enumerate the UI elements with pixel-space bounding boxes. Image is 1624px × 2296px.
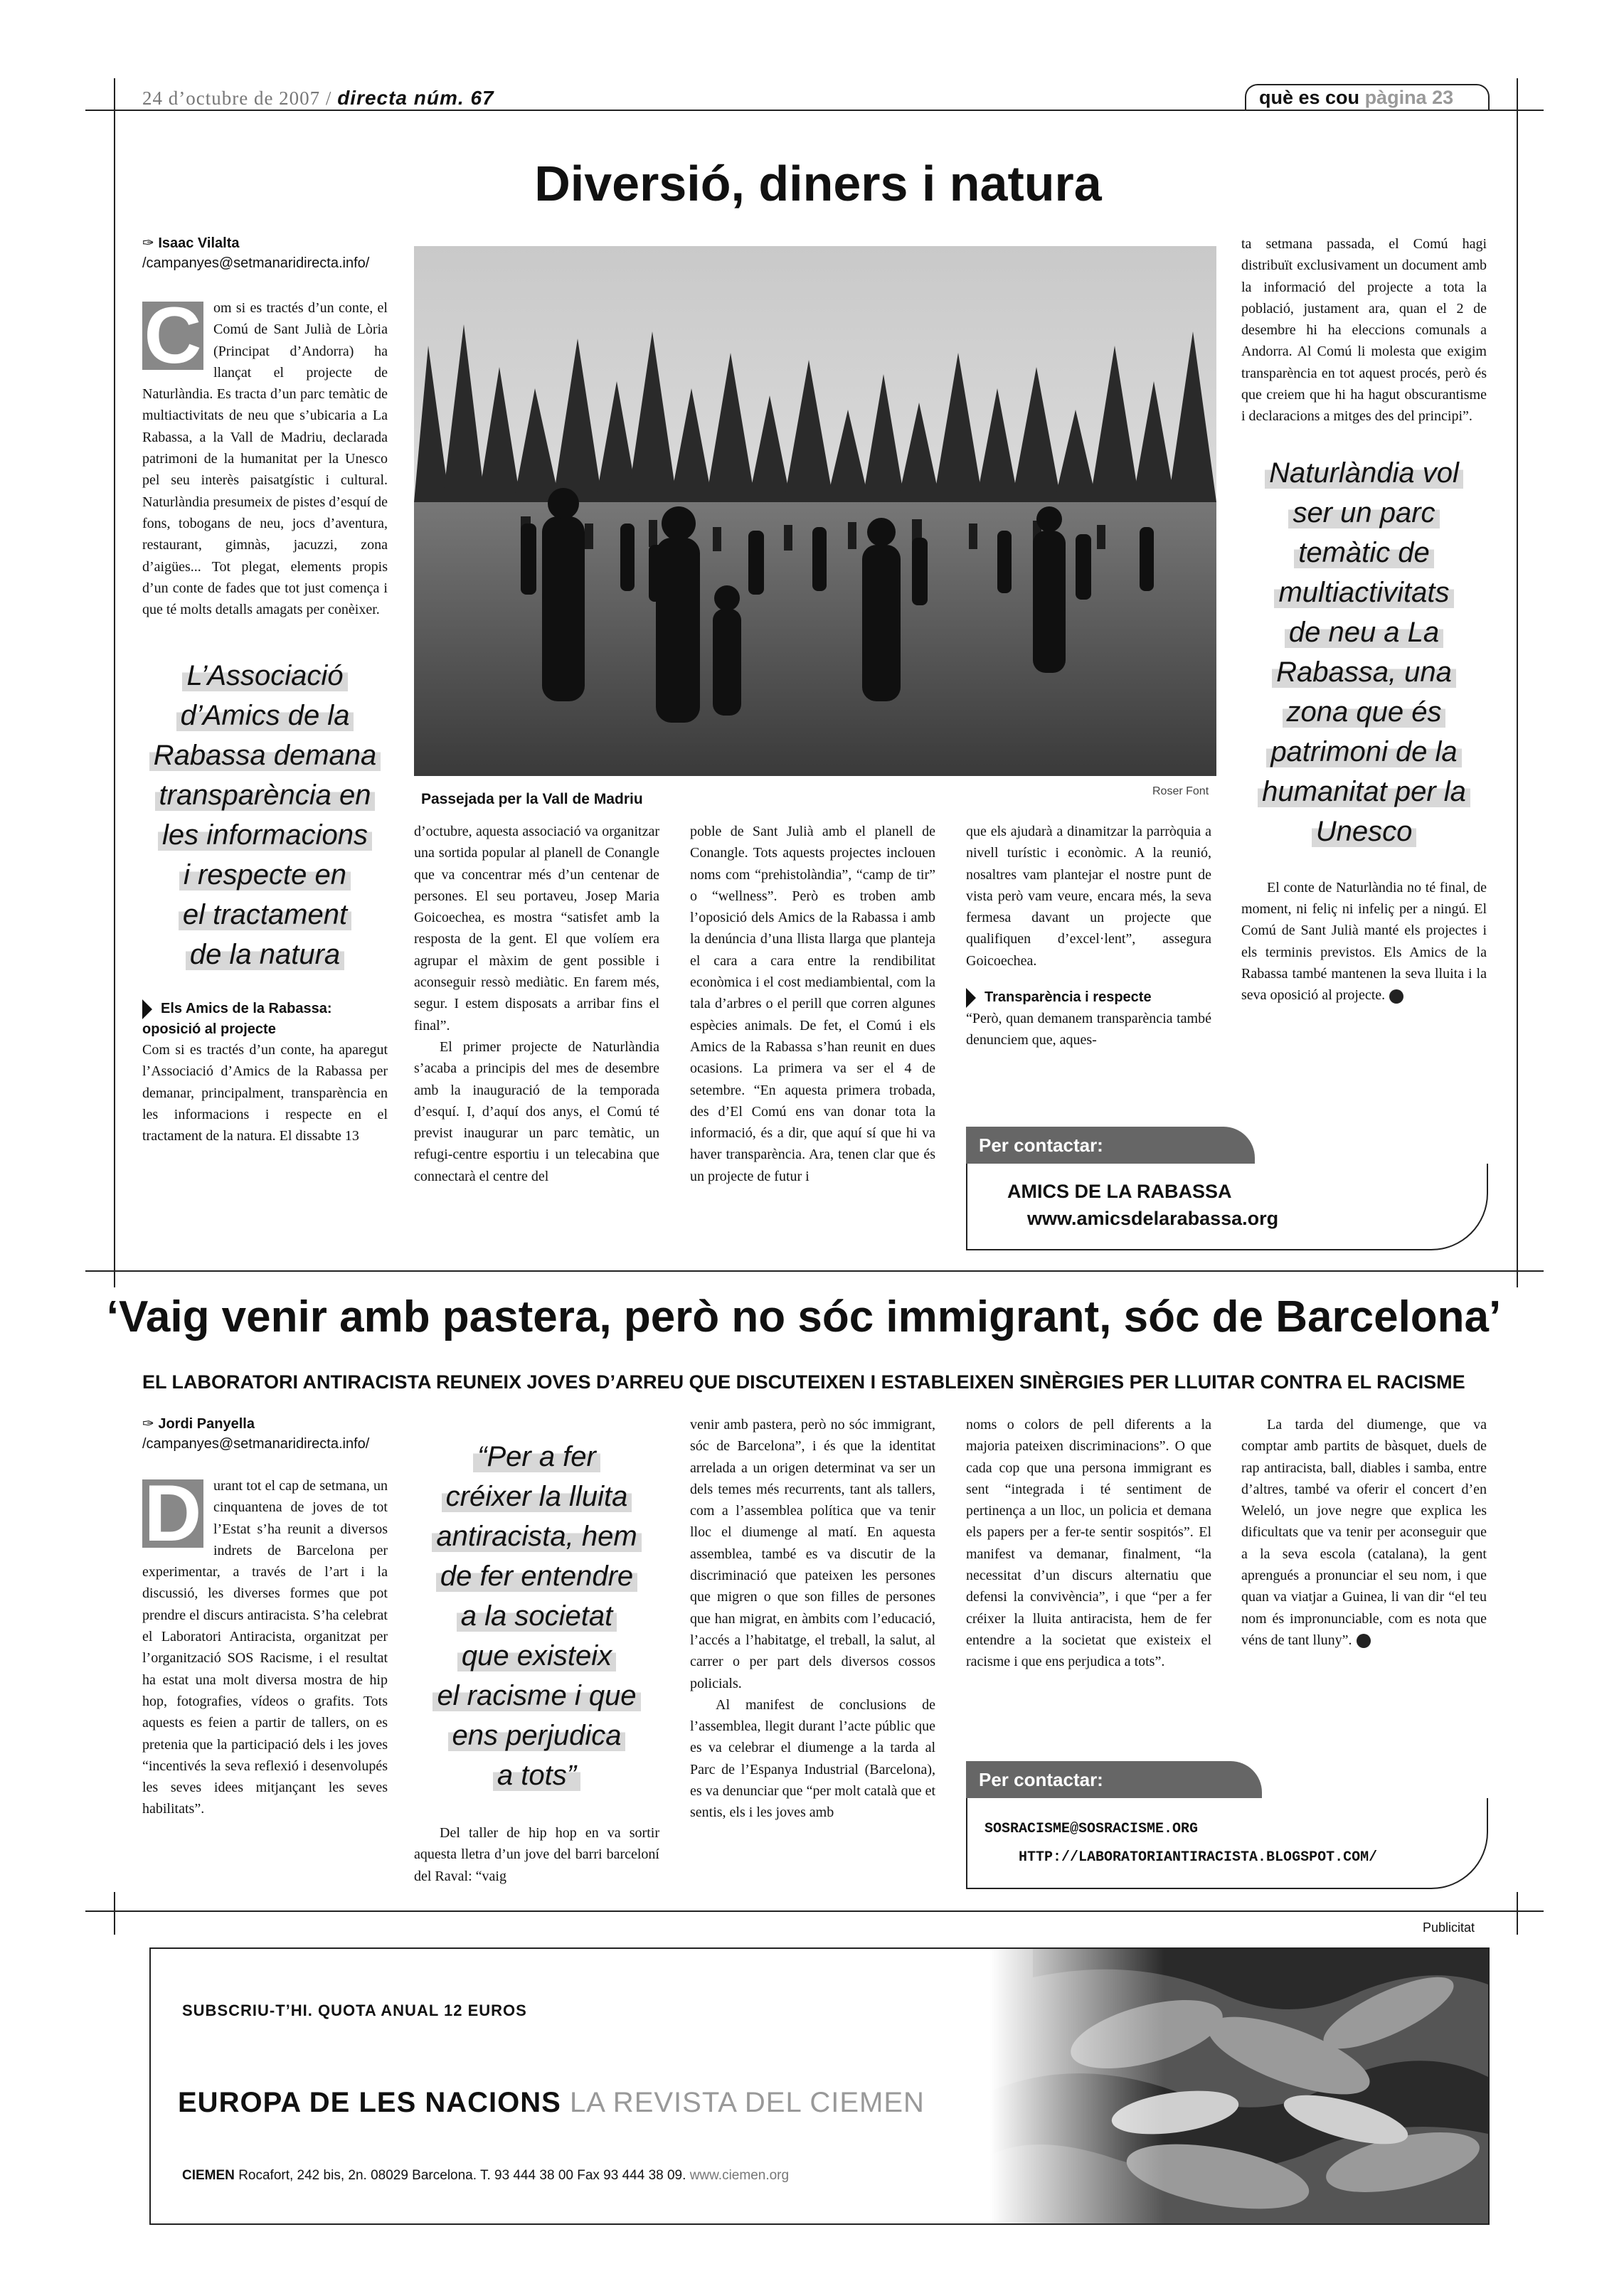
ad-subscribe: SUBSCRIU-T’HI. QUOTA ANUAL 12 EUROS — [182, 2002, 527, 2019]
quote-line: Unesco — [1312, 816, 1417, 847]
article1-byline — [142, 233, 388, 273]
quote-line: Rabassa, una — [1272, 657, 1456, 688]
article2-intro — [142, 1469, 388, 1820]
ad-web-link[interactable]: www.ciemen.org — [689, 2168, 790, 2183]
article2-col5 — [1241, 1414, 1487, 1651]
bottom-rule — [85, 1910, 1544, 1912]
paragraph: d’octubre, aquesta associació va organitzar una sortida popular al planell de Conangle que va concentrar més d’un centenar de persones. El seu portaveu, Josep Maria Goicoechea, es mostra “satisfet amb la resposta de la gent. El que volíem era agrupar el màxim de gent possible i aconseguir ressò mediàtic. En farem més, segur. I estem disposats a arribar fins el final”. — [414, 824, 659, 1033]
article1-email[interactable]: /campanyes@setmanaridirecta.info/ — [142, 255, 370, 271]
quote-line: el racisme i que — [432, 1680, 640, 1711]
header-issue: directa núm. 67 — [337, 87, 494, 109]
quote-line: transparència en — [155, 780, 376, 811]
article1-contact-tab: Per contactar: — [966, 1127, 1255, 1164]
header-date: 24 d’octubre de 2007 / — [142, 87, 332, 109]
article1-col5-text: ta setmana passada, el Comú hagi distribuït exclusivament un document amb la informació del projecte a tota la població, justament ara, quan el 2 de desembre hi ha eleccions comunals a Andorra. Al Comú li molesta que exigim transparència en tot aquest procés, però és que creiem que hi ha hagut obscurantisme i declaracions a mitges des del principi”. — [1241, 236, 1487, 425]
article1-col4 — [966, 821, 1211, 1051]
pen-icon: ✑ — [142, 235, 159, 251]
arrow-icon — [142, 999, 152, 1019]
contact-web-link[interactable]: www.amicsdelarabassa.org — [1027, 1208, 1279, 1229]
contact-name: AMICS DE LA RABASSA — [1007, 1181, 1232, 1202]
contact-email-link[interactable]: SOSRACISME@SOSRACISME.ORG — [985, 1821, 1199, 1837]
header-section — [1259, 87, 1453, 109]
arrow-icon — [966, 988, 976, 1008]
article2-dropcap: D — [142, 1479, 203, 1548]
advertisement[interactable] — [149, 1947, 1490, 2225]
article1-col5 — [1241, 233, 1487, 1006]
article2-col1 — [142, 1414, 388, 1820]
quote-line: patrimoni de la — [1266, 736, 1461, 767]
quote-line: temàtic de — [1294, 537, 1434, 568]
quote-line: a tots” — [493, 1760, 580, 1791]
quote-line: de la natura — [186, 939, 344, 970]
header-date-issue — [142, 87, 494, 110]
article1-col2 — [414, 821, 659, 1187]
quote-line: Rabassa demana — [149, 740, 381, 771]
article2-col2-text — [414, 1822, 659, 1887]
ad-label: Publicitat — [1423, 1920, 1475, 1935]
ad-brand — [178, 2087, 925, 2119]
quote-line: “Per a fer — [473, 1441, 600, 1472]
article1-col3: poble de Sant Julià amb el planell de Conangle. Tots aquests projectes inclouen noms com “prehistolàndia”, “camp de tir” o “wellness”. Però es troben amb l’oposició dels Amics de la Rabassa i amb la denúncia d’una llista llarga que planteja el cara a cara entre la rendibilitat econòmica i el cost mediambiental, com la tala d’arbres o el perill que corren algunes espècies animals. De fet, el Comú i els Amics de la Rabassa s’han reunit en dues ocasions. La primera va ser el 4 de setembre. “En aquesta primera trobada, des d’El Comú ens van donar tota la informació, és a dir, que aquí sí que hi va haver transparència. Ara, tenen clar que és un projecte de futur i — [690, 824, 935, 1184]
hands-photo — [990, 1949, 1488, 2223]
end-mark-icon — [1357, 1634, 1371, 1648]
paragraph: El primer projecte de Naturlàndia s’acaba a principis del mes de desembre amb la inauguració de la temporada d’esquí. I, d’aquí dos anys, el Comú té previst inaugurar un parc temàtic, un refugi-centre esportiu i un telecabina que connectarà el centre del — [414, 1038, 659, 1184]
quote-line: que existeix — [457, 1640, 616, 1671]
article2-contact-tab: Per contactar: — [966, 1761, 1262, 1798]
quote-line: zona que és — [1283, 696, 1446, 728]
quote-line: les informacions — [158, 819, 372, 851]
quote-line: ser un parc — [1288, 497, 1439, 528]
quote-line: i respecte en — [179, 859, 351, 891]
quote-line: de fer entendre — [436, 1561, 637, 1592]
ad-brand-sub: LA REVISTA DEL CIEMEN — [569, 2087, 925, 2118]
article1-col1b: Com si es tractés d’un conte, ha aparegut l’Associació d’Amics de la Rabassa per demanar, principalment, transparència en les informacions i respecte en el tractament de la natura. El dissabte 13 — [142, 1042, 388, 1144]
hikers-photo — [414, 246, 1216, 776]
article2-col5-text: La tarda del diumenge, que va comptar amb partits de bàsquet, duels de rap antiracista, ball, diables i samba, entre d’altres, també va oferir el concert d’en Weleló, un jove negre que explica les dificultats que va tenir per aconseguir que a la seva escola (catalana), la gent aprengués a pronunciar el seu nom, i que quan va viatjar a Guinea, li van dir “el teu nom és impronunciable, com es nota que véns de tant lluny”. — [1241, 1417, 1487, 1648]
article1-photo-caption: Passejada per la Vall de Madriu — [421, 791, 643, 807]
header-page: pàgina 23 — [1364, 87, 1454, 108]
article1-col4-text: que els ajudarà a dinamitzar la parròquia a nivell turístic i econòmic. A la reunió, nosaltres vam plantejar el nostre punt de vista però vam veure, encara més, la seva fermesa davant un projecte que qualifiquen d’excel·lent”, assegura Goicoechea. — [966, 824, 1211, 969]
subhead-text: Transparència i respecte — [985, 989, 1152, 1006]
quote-line: el tractament — [179, 899, 351, 930]
header-section-label: què es cou — [1259, 87, 1360, 108]
left-column-rule — [114, 78, 115, 1287]
quote-line: a la societat — [457, 1600, 617, 1632]
quote-line: de neu a La — [1285, 617, 1443, 648]
bottom-left-tick — [114, 1892, 115, 1935]
pen-icon: ✑ — [142, 1416, 159, 1432]
article2-col4: noms o colors de pell diferents a la majoria pateixen discriminacions”. O que cada cop que una persona immigrant es sent “integrada i té sentiment de pertinença a un lloc, un policia et demana els papers per a fer-te sentir sospitós”. El manifest va demanar, finalment, “la necessitat d’un discurs alternatiu que defensi la convivència”, i que “per a fer créixer la lluita antiracista, hem de fer entendre a la societat que existeix el racisme i que ens perjudica a tots”. — [966, 1417, 1211, 1670]
article2-subtitle: EL LABORATORI ANTIRACISTA REUNEIX JOVES D’ARREU QUE DISCUTEIXEN I ESTABLEIXEN SINÈRGIES PER LLUITAR CONTRA EL RACISME — [142, 1371, 1465, 1393]
article2-pullquote — [414, 1437, 659, 1795]
article2-col2 — [414, 1437, 659, 1887]
article2-intro-text: urant tot el cap de setmana, un cinquantena de joves de tot l’Estat s’ha reunit a diversos indrets de Barcelona per experimentar, a través de l’art i la discussió, les diverses formes que pot prendre el discurs antiracista. S’ha celebrat el Laboratori Antiracista, organitzat per l’organització SOS Racisme, i el resultat ha estat una molt diversa mostra de hip hop, fotografies, vídeos o grafits. Tots aquests es feien a partir de tallers, on es pretenia que la participació dels i les joves “incentivés la seva reflexió i desenvolupés les seves idees mitjançant les seves habilitats”. — [142, 1478, 388, 1817]
article1-col1 — [142, 233, 388, 1147]
article1-col5b-text: El conte de Naturlàndia no té final, de moment, ni feliç ni infeliç per a ningú. El Comú de Sant Julià manté els projectes i els terminis previstos. Els Amics de la Rabassa també mantenen la seva lluita i la seva oposició al projecte. — [1241, 879, 1487, 1004]
article1-subhead2 — [966, 987, 1211, 1008]
article1-author: Isaac Vilalta — [158, 235, 240, 251]
ad-address-line — [182, 2168, 789, 2184]
subhead-text: Els Amics de la Rabassa: oposició al projecte — [142, 1001, 332, 1038]
article1-contact-details — [1007, 1178, 1278, 1232]
paragraph: Del taller de hip hop en va sortir aquesta lletra d’un jove del barri barceloní del Raval: “vaig — [414, 1825, 659, 1884]
article1-pullquote1 — [142, 656, 388, 974]
ad-address: Rocafort, 242 bis, 2n. 08029 Barcelona. T. 93 444 38 00 Fax 93 444 38 09. — [238, 2168, 686, 2183]
contact-web-link[interactable]: HTTP://LABORATORIANTIRACISTA.BLOGSPOT.COM/ — [1019, 1849, 1378, 1866]
quote-line: d’Amics de la — [176, 700, 354, 731]
article1-photo-credit: Roser Font — [1152, 785, 1209, 797]
article2-byline — [142, 1414, 388, 1454]
ad-brand-name: EUROPA DE LES NACIONS — [178, 2087, 561, 2118]
quote-line: humanitat per la — [1258, 776, 1470, 807]
article1-pullquote2 — [1241, 453, 1487, 851]
article2-contact-details — [985, 1815, 1377, 1872]
paragraph: Al manifest de conclusions de l’assemblea, llegit durant l’acte públic que es va celebrar el diumenge a la tarda al Parc de l’Espanya Industrial (Barcelona), es va denunciar que “per molt català que et sentis, els i les joves amb — [690, 1696, 935, 1821]
article1-intro — [142, 291, 388, 620]
article2-author: Jordi Panyella — [158, 1416, 255, 1432]
end-mark-icon — [1389, 989, 1403, 1004]
article2-email[interactable]: /campanyes@setmanaridirecta.info/ — [142, 1436, 370, 1452]
quote-line: Naturlàndia vol — [1265, 457, 1463, 489]
quote-line: ens perjudica — [448, 1720, 626, 1751]
article1-intro-text: om si es tractés d’un conte, el Comú de Sant Julià de Lòria (Principat d’Andorra) ha llançat el projecte de Naturlàndia. Es tracta d’un parc temàtic de multiactivitats de neu que s’ubicaria a La Rabassa, a la Vall de Madriu, declarada patrimoni de la humanitat per la Unesco pel seu interès paisatgístic i cultural. Naturlàndia presumeix de pistes d’esquí de fons, tobogans de neu, jocs d’aventura, restaurant, gimnàs, jacuzzi, zona d’aigües... Tot plegat, elements propis d’un conte de fades que tot just comença i que té molts detalls amagats per conèixer. — [142, 300, 388, 618]
right-column-rule — [1517, 78, 1518, 1287]
paragraph: venir amb pastera, però no sóc immigrant, sóc de Barcelona”, i és que la identitat arrelada a un origen determinat va ser un dels temes més recurrents, tant als tallers, com a l’assemblea política que va tenir lloc el diumenge al matí. En aquesta assemblea, també es va discutir de la discriminació que pateixen les persones que migren o que son filles de persones que han migrat, en àmbits com l’educació, l’accés a l’habitatge, el treball, la salut, al carrer o per part dels diversos cossos policials. — [690, 1417, 935, 1691]
ad-org: CIEMEN — [182, 2168, 235, 2183]
article1-dropcap: C — [142, 302, 203, 370]
quote-line: antiracista, hem — [432, 1521, 641, 1552]
article1-col5b — [1241, 877, 1487, 1006]
article1-subhead1 — [142, 999, 388, 1039]
article1-col4b-text: “Però, quan demanem transparència també denunciem que, aques- — [966, 1010, 1211, 1048]
article2-title: ‘Vaig venir amb pastera, però no sóc immigrant, sóc de Barcelona’ — [106, 1292, 1502, 1341]
quote-line: créixer la lluita — [442, 1481, 632, 1512]
quote-line: L’Associació — [182, 660, 347, 691]
article1-photo — [414, 246, 1216, 776]
article2-col3 — [690, 1414, 935, 1824]
article-divider — [85, 1270, 1544, 1272]
quote-line: multiactivitats — [1274, 577, 1453, 608]
article1-title: Diversió, diners i natura — [534, 156, 1102, 211]
bottom-right-tick — [1517, 1892, 1518, 1935]
